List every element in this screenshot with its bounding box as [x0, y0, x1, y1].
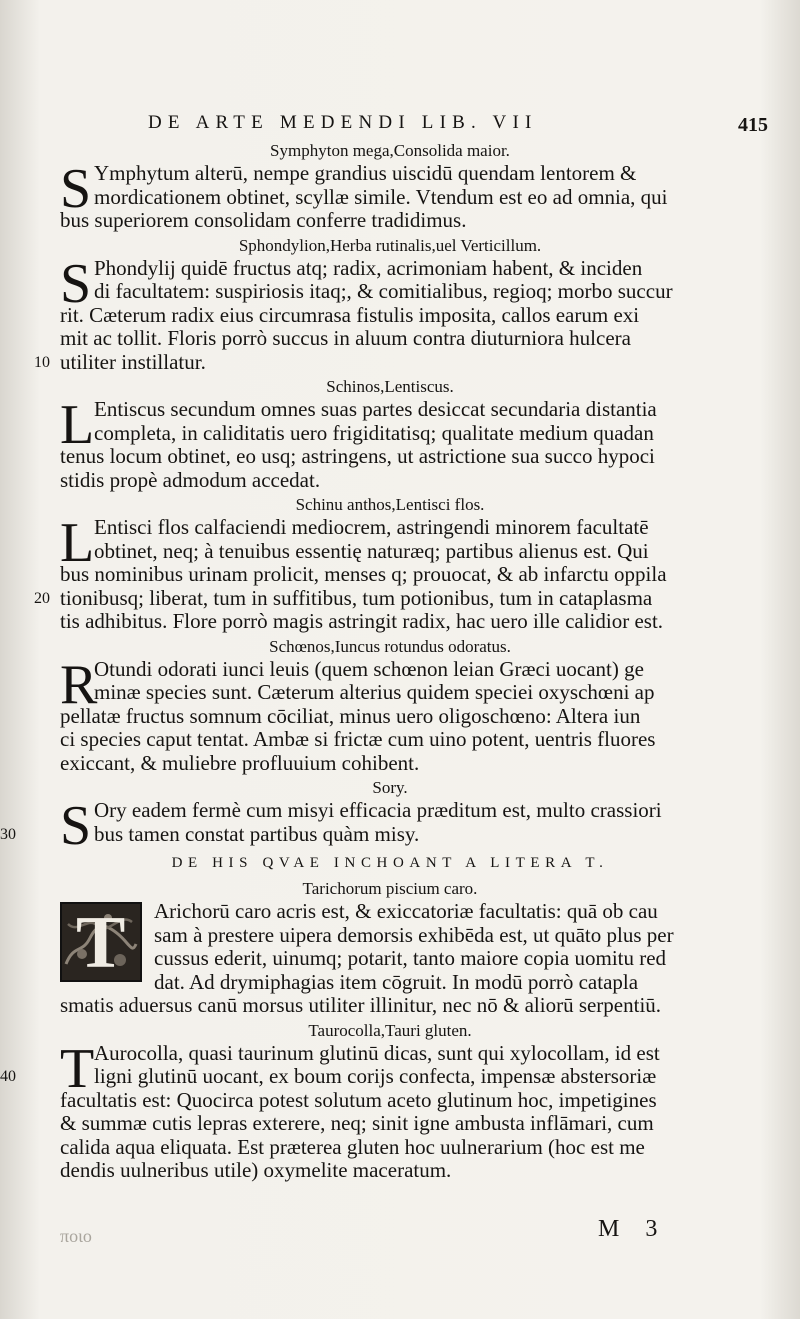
section-heading: DE HIS QVAE INCHOANT A LITERA T.: [171, 855, 609, 871]
text-line: di facultatem: suspiriosis itaq;, & comitialibus, regioq; morbo succur: [94, 279, 673, 303]
text-line: smatis aduersus canū morsus utiliter illinitur, nec nō & aliorū serpentiū.: [60, 993, 662, 1017]
entry-paragraph: [0, 795, 720, 857]
drop-capital: L: [60, 512, 95, 574]
text-line: Ory eadem fermè cum misyi efficacia præditum est, multo crassiori: [94, 798, 662, 822]
drop-capital: L: [60, 394, 95, 456]
entry-paragraph: [60, 158, 720, 233]
entry-paragraph: [60, 900, 720, 1018]
text-line: Otundi odorati iunci leuis (quem schœnon leian Græci uocant) ge: [94, 656, 644, 681]
text-line: & summæ cutis lepras exterere, neq; sinit igne ambusta inflāmari, cum: [60, 1111, 654, 1135]
text-line: calida aqua eliquata. Est præterea gluten hoc uulnerarium (hoc est me: [60, 1134, 645, 1159]
entry-paragraph: [34, 252, 720, 375]
entry-paragraph: [60, 653, 720, 776]
drop-capital: S: [60, 795, 92, 857]
entry-title: Sphondylion,Herba rutinalis,uel Verticillum.: [238, 235, 542, 255]
text-line: Ymphytum alterū, nempe grandius uiscidū quendam lentorem &: [94, 161, 637, 185]
text-line: [34, 585, 720, 611]
entry-paragraph: [34, 512, 720, 634]
text-line: obtinet, neq; à tenuibus essentię naturæq; partibus alienus est. Qui: [94, 538, 649, 563]
text-line: Aurocolla, quasi taurinum glutinū dicas, sunt qui xylocollam, id est: [94, 1040, 660, 1065]
text-line: ci species caput tentat. Ambæ si frictæ cum uino potent, uentris fluores: [60, 727, 656, 751]
text-line: dat. Ad drymiphagias item cōgruit. In modū porrò catapla: [154, 969, 639, 994]
drop-capital: R: [60, 653, 98, 716]
page-number: 415: [738, 114, 768, 136]
text-line: bus nominibus urinam prolicit, menses q; prouocat, & ab infarctu oppila: [60, 562, 667, 586]
entry-paragraph: [60, 394, 720, 492]
line-number: 10: [34, 353, 50, 371]
entry-paragraph: [0, 1037, 720, 1183]
text-line: Arichorū caro acris est, & exiccatoriæ facultatis: quā ob cau: [154, 899, 658, 923]
text-line: Entisci flos calfaciendi mediocrem, astringendi minorem facultatē: [94, 515, 649, 539]
line-number: 40: [0, 1068, 16, 1085]
drop-capital: T: [60, 1037, 95, 1100]
signature-mark: M 3: [598, 1216, 668, 1242]
text-line: stidis propè admodum accedat.: [60, 467, 321, 492]
text-line: [34, 349, 720, 375]
text-line: tis adhibitus. Flore porrò magis astringit radix, hac uero ille calidior est.: [60, 609, 664, 633]
text-line: [0, 821, 720, 847]
entry-title: Schœnos,Iuncus rotundus odoratus.: [269, 636, 511, 656]
drop-capital: S: [60, 158, 92, 220]
text-line-content: bus tamen constat partibus quàm misy.: [94, 821, 420, 846]
text-line-content: ligni glutinū uocant, ex boum corijs confecta, impensæ abstersoriæ: [94, 1064, 657, 1088]
text-line: dendis uulneribus utile) oxymelite maceratum.: [60, 1158, 452, 1182]
text-line: mordicationem obtinet, scyllæ simile. Vtendum est eo ad omnia, qui: [94, 184, 668, 209]
entry-title: Schinu anthos,Lentisci flos.: [295, 495, 485, 514]
entry-title: Symphyton mega,Consolida maior.: [270, 141, 510, 160]
text-line: tenus locum obtinet, eo usq; astringens, ut astrictione sua succo hypoci: [60, 444, 655, 468]
entry-title: Schinos,Lentiscus.: [326, 377, 454, 396]
line-number: 20: [34, 589, 50, 607]
text-line: exiccant, & muliebre profluuium cohibent.: [60, 750, 420, 775]
text-line: rit. Cæterum radix eius circumrasa fistulis imposita, callos earum exi: [60, 302, 640, 327]
text-line: cussus ederit, uinumq; potarit, tanto maiore copia uomitu red: [154, 946, 667, 970]
line-number: 30: [0, 825, 16, 843]
drop-capital: S: [60, 252, 92, 315]
text-line: facultatis est: Quocirca potest solutum aceto glutinum hoc, impetigines: [60, 1087, 657, 1112]
text-block: [0, 138, 720, 1183]
text-line: [0, 1064, 720, 1089]
text-line: bus superiorem consolidam conferre tradidimus.: [60, 208, 467, 232]
faded-catchword: ποιο: [60, 1226, 92, 1246]
text-line: Entiscus secundum omnes suas partes desiccat secundaria distantia: [94, 397, 657, 421]
entry-title: Tarichorum piscium caro.: [302, 879, 478, 898]
text-line: minæ species sunt. Cæterum alterius quidem speciei oxyschœni ap: [94, 680, 655, 704]
text-line: mit ac tollit. Floris porrò succus in aluum contra diuturniora hulcera: [60, 326, 631, 350]
text-line: completa, in caliditatis uero frigiditatisq; qualitate medium quadan: [94, 420, 654, 445]
entry-title: Taurocolla,Tauri gluten.: [308, 1020, 472, 1040]
running-head: DE ARTE MEDENDI LIB. VII: [148, 112, 538, 133]
entry-title: Sory.: [372, 778, 408, 797]
text-line-content: tionibusq; liberat, tum in suffitibus, tum potionibus, tum in cataplasma: [60, 585, 653, 610]
text-line: Phondylij quidē fructus atq; radix, acrimoniam habent, & inciden: [94, 255, 643, 280]
text-line: pellatæ fructus somnum cōciliat, minus uero oligoschœno: Altera iun: [60, 703, 641, 728]
text-line: sam à prestere uipera demorsis exhibēda est, ut quāto plus per: [154, 922, 674, 947]
text-line-content: utiliter instillatur.: [60, 349, 206, 374]
drop-capital: T: [76, 902, 126, 984]
